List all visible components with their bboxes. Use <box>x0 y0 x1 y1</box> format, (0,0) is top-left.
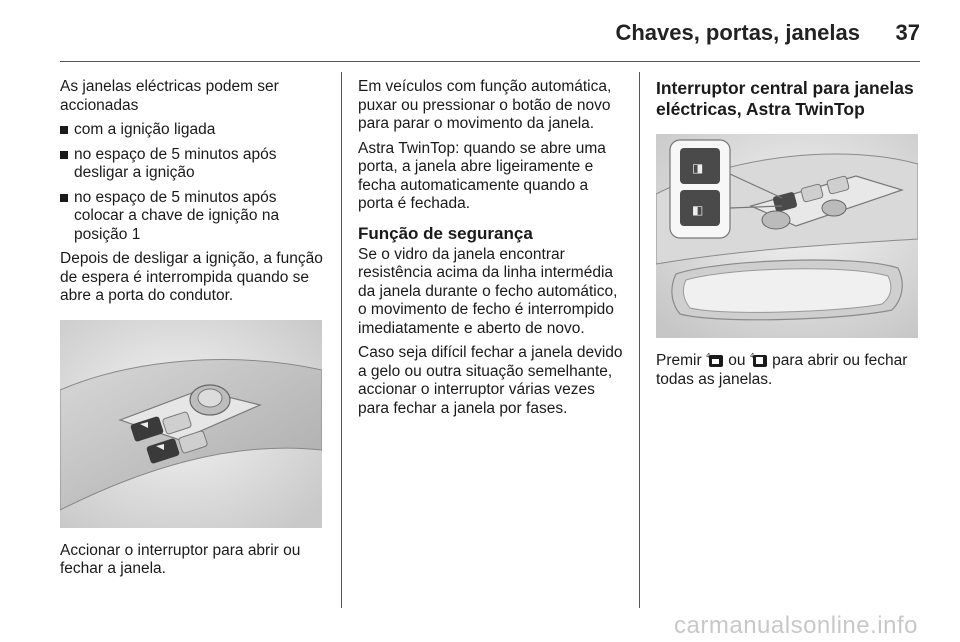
left-column <box>60 78 330 585</box>
header-rule <box>60 61 920 62</box>
standby-paragraph: Depois de desligar a ignição, a função de espera é interrompida quando se abre a porta do condutor. <box>60 250 323 304</box>
caption-part: Premir <box>656 352 702 369</box>
door-window-switch-illustration <box>60 320 322 528</box>
svg-text:◧: ◧ <box>692 203 704 217</box>
right-figure-caption <box>656 352 922 389</box>
auto-function-paragraph: Em veículos com função automática, puxar ou pressionar o botão de novo para parar o movimento da janela. <box>358 78 612 132</box>
watermark: carmanualsonline.info <box>674 612 918 639</box>
window-open-icon <box>706 352 724 368</box>
safety-function-heading: Função de segurança <box>358 223 533 243</box>
svg-text:◨: ◨ <box>692 161 704 175</box>
column-divider-right <box>639 72 640 608</box>
list-item: no espaço de 5 minutos após colocar a chave de ignição na posição 1 <box>60 189 330 245</box>
page-header-title: Chaves, portas, janelas <box>615 20 860 45</box>
intro-paragraph: As janelas eléctricas podem ser accionadas <box>60 78 279 114</box>
central-window-switch-illustration <box>656 134 918 338</box>
window-close-icon <box>750 352 768 368</box>
caption-part: para abrir ou fechar todas as janelas. <box>656 352 908 388</box>
page-number: 37 <box>895 20 920 45</box>
svg-text:4: 4 <box>705 352 711 360</box>
list-item: no espaço de 5 minutos após desligar a ignição <box>60 146 330 183</box>
middle-column <box>358 78 626 424</box>
column-divider-left <box>341 72 342 608</box>
right-column <box>656 78 922 395</box>
central-switch-heading: Interruptor central para janelas eléctricas, Astra TwinTop <box>656 78 914 119</box>
conditions-list <box>60 121 330 244</box>
left-figure-caption: Accionar o interruptor para abrir ou fechar a janela. <box>60 541 301 577</box>
ice-paragraph: Caso seja difícil fechar a janela devido a gelo ou outra situação semelhante, accionar o interruptor várias vezes para fechar a janela por fases. <box>358 344 623 417</box>
list-item: com a ignição ligada <box>60 121 330 140</box>
safety-paragraph: Se o vidro da janela encontrar resistência acima da linha intermédia da janela durante o fecho automático, o movimento de fecho é interrompido imediatamente e aberto de novo. <box>358 245 618 337</box>
caption-part: ou <box>728 352 746 369</box>
svg-text:4: 4 <box>749 352 755 360</box>
twintop-paragraph: Astra TwinTop: quando se abre uma porta, a janela abre ligeiramente e fecha automaticamente quando a porta é fechada. <box>358 139 606 212</box>
